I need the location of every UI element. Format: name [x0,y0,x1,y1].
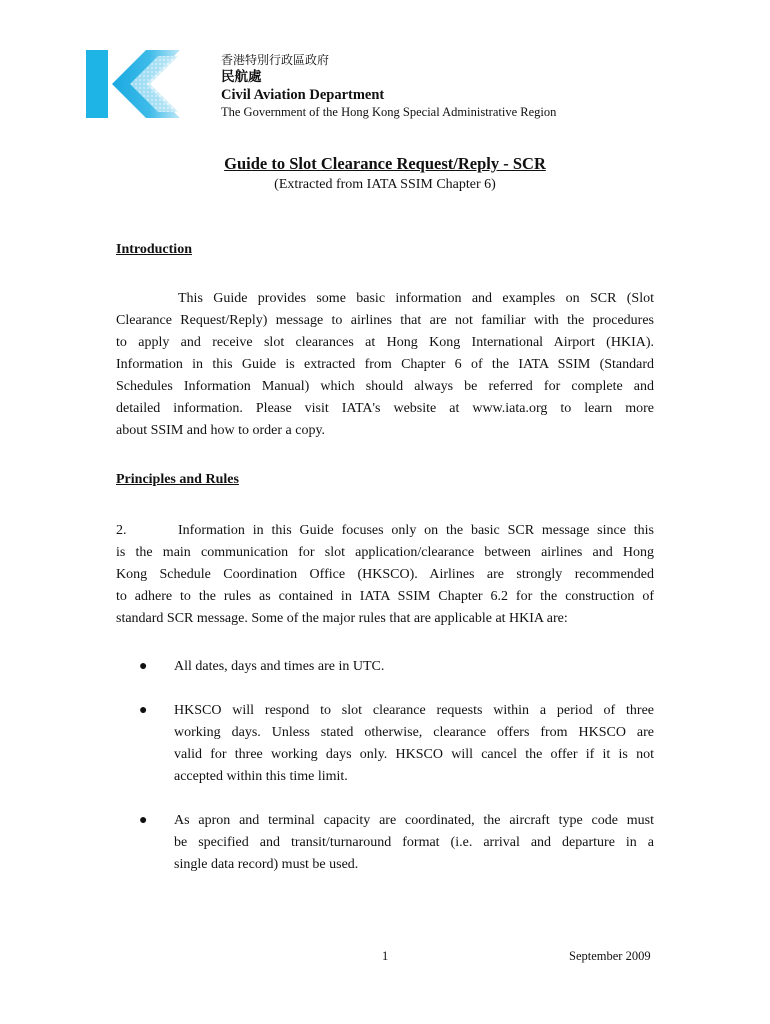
paragraph-line: is the main communication for slot application/clearance between airlines and Hong [116,545,654,560]
principles-paragraph [116,520,654,630]
cn-government-name: 香港特別行政區政府 [221,53,330,67]
department-name: Civil Aviation Department [221,87,385,103]
paragraph-line: Information in this Guide is extracted from Chapter 6 of the IATA SSIM (Standard [116,357,654,372]
bullet-line: valid for three working days only. HKSCO will cancel the offer if it is not [174,747,654,762]
document-title: Guide to Slot Clearance Request/Reply - SCR [224,154,546,173]
bullet-line: All dates, days and times are in UTC. [174,659,385,674]
page-number: 1 [382,949,389,963]
principles-heading: Principles and Rules [116,472,239,487]
paragraph-line: Information in this Guide focuses only on the basic SCR message since this [178,523,654,538]
introduction-heading: Introduction [116,242,192,257]
paragraph-line: Kong Schedule Coordination Office (HKSCO). Airlines are strongly recommended [116,567,654,582]
bullet-line: HKSCO will respond to slot clearance requests within a period of three [174,703,654,718]
bullet-line: be specified and transit/turnaround format (i.e. arrival and departure in a [174,835,654,850]
hkcad-logo-icon [86,50,180,118]
bullet-line: working days. Unless stated otherwise, clearance offers from HKSCO are [174,725,654,740]
paragraph-line: detailed information. Please visit IATA's website at www.iata.org to learn more [116,401,654,416]
footer-date: September 2009 [569,949,651,963]
paragraph-line: standard SCR message. Some of the major rules that are applicable at HKIA are: [116,611,568,626]
cn-department-name: 民航處 [221,69,262,84]
bullet-item [116,700,654,788]
bullet-icon: ● [139,659,148,674]
bullet-item [116,810,654,876]
document-subtitle: (Extracted from IATA SSIM Chapter 6) [274,177,496,192]
bullet-line: single data record) must be used. [174,857,359,872]
paragraph-line: about SSIM and how to order a copy. [116,423,326,438]
paragraph-line: Clearance Request/Reply) message to airlines that are not familiar with the procedures [116,313,654,328]
bullet-item [116,656,654,678]
paragraph-line: Schedules Information Manual) which should always be referred for complete and [116,379,654,394]
government-name: The Government of the Hong Kong Special Administrative Region [221,105,557,119]
paragraph-line: to apply and receive slot clearances at Hong Kong International Airport (HKIA). [116,335,654,350]
paragraph-line: to adhere to the rules as contained in IATA SSIM Chapter 6.2 for the construction of [116,589,654,604]
letterhead [221,52,556,120]
introduction-paragraph [116,288,654,442]
bullet-icon: ● [139,703,148,718]
paragraph-line: This Guide provides some basic information and examples on SCR (Slot [178,291,654,306]
paragraph-number: 2. [116,523,127,538]
bullet-line: accepted within this time limit. [174,769,348,784]
bullet-icon: ● [139,813,148,828]
bullet-line: As apron and terminal capacity are coordinated, the aircraft type code must [174,813,654,828]
